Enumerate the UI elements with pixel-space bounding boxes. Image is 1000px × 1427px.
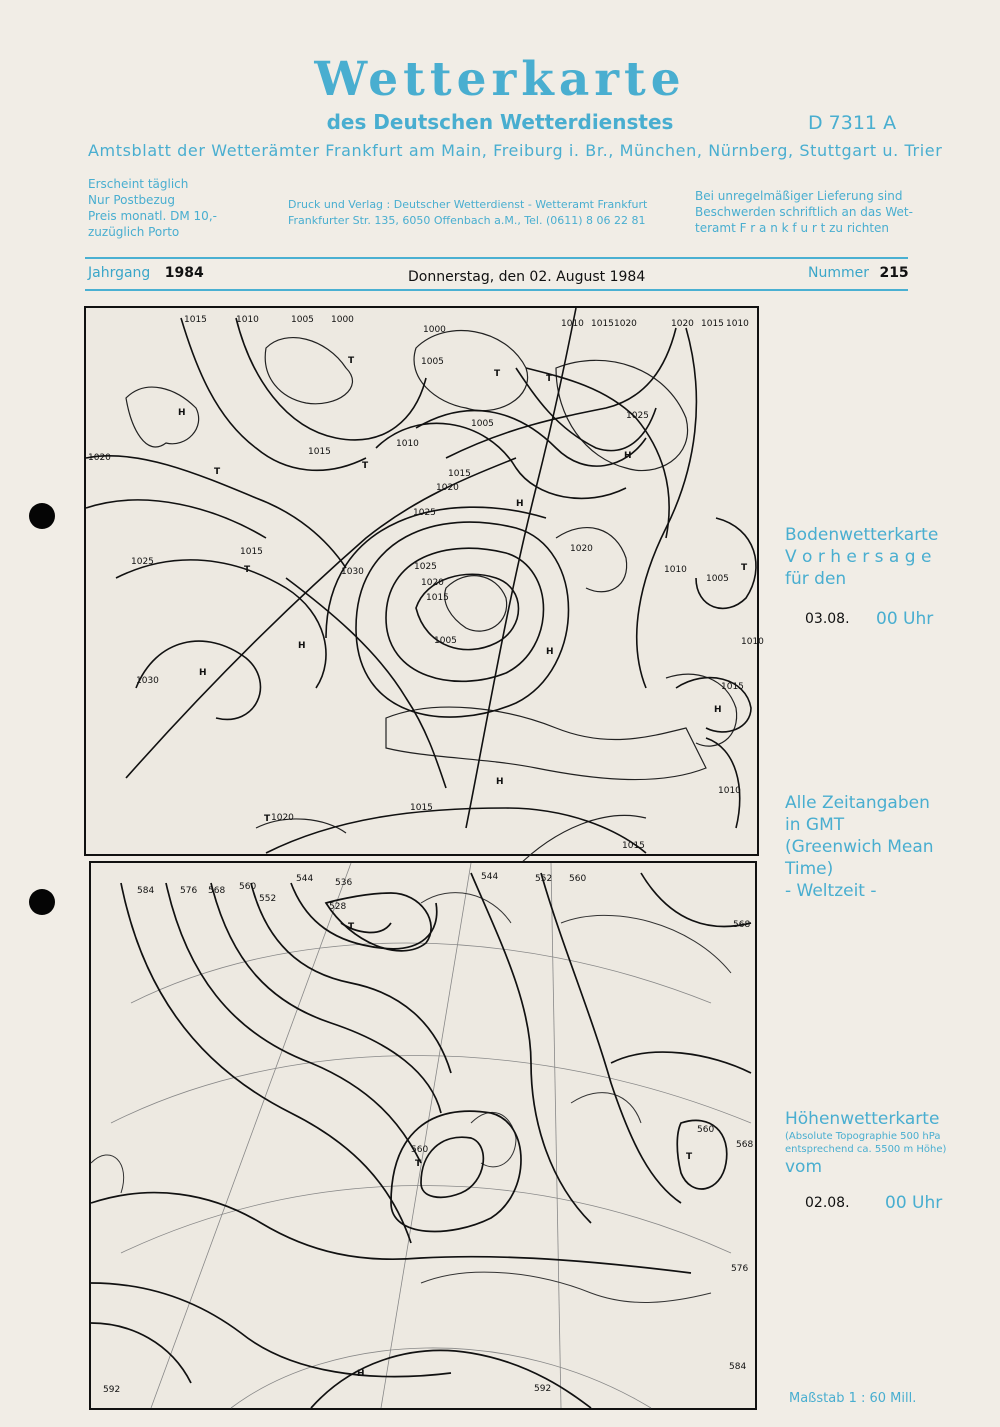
- time-note-line: Time): [785, 859, 834, 879]
- pressure-centers: [178, 356, 748, 824]
- isobar-label: 1025: [414, 562, 437, 572]
- contour-label: 592: [534, 1384, 552, 1394]
- surface-map-svg: [86, 308, 764, 854]
- contour-label: 560: [411, 1145, 429, 1155]
- pressure-center: H: [496, 777, 504, 787]
- jahrgang-label: Jahrgang: [88, 265, 151, 281]
- isobar-label: 1000: [331, 315, 354, 325]
- contour-label: 528: [329, 902, 347, 912]
- masthead-subtitle: des Deutschen Wetterdienstes: [326, 110, 674, 134]
- issue-date: Donnerstag, den 02. August 1984: [408, 269, 646, 285]
- complaint-info: [695, 188, 920, 236]
- caption-line: V o r h e r s a g e: [785, 547, 932, 567]
- nummer-label: Nummer: [808, 265, 869, 281]
- pressure-center: H: [199, 668, 207, 678]
- isobar-label: 1005: [706, 574, 729, 584]
- isobar-label: 1020: [671, 319, 694, 329]
- jahrgang-value: 1984: [164, 265, 204, 281]
- isobar-label: 1020: [271, 813, 294, 823]
- isobar-label: 1010: [741, 637, 764, 647]
- isobar-label: 1020: [614, 319, 637, 329]
- publisher-line: Frankfurter Str. 135, 6050 Offenbach a.M., Tel. (0611) 8 06 22 81: [288, 214, 646, 227]
- contour-label: 560: [239, 882, 257, 892]
- upper-map-note-line: (Absolute Topographie 500 hPa: [785, 1131, 941, 1142]
- contour-label: 592: [103, 1385, 121, 1395]
- publication-code: D 7311 A: [808, 112, 897, 134]
- isobar-label: 1015: [426, 593, 449, 603]
- issuing-offices: Amtsblatt der Wetterämter Frankfurt am Main, Freiburg i. Br., München, Nürnberg, Stuttgart u. Trier: [88, 141, 943, 160]
- upper-center: T: [348, 922, 355, 932]
- caption-line: für den: [785, 569, 847, 589]
- upper-air-map: [89, 861, 757, 1410]
- pressure-center: T: [494, 369, 501, 379]
- isobar-label: 1015: [622, 841, 645, 851]
- isobar-label: 1015: [308, 447, 331, 457]
- jahrgang: [88, 265, 204, 281]
- upper-map-date: 02.08.: [805, 1195, 850, 1211]
- upper-map-time: 00 Uhr: [885, 1193, 943, 1213]
- complaint-line: Bei unregelmäßiger Lieferung sind: [695, 189, 903, 203]
- contour-label: 584: [729, 1362, 747, 1372]
- pressure-center: H: [298, 641, 306, 651]
- contour-label: 568: [736, 1140, 754, 1150]
- isobar-label: 1015: [448, 469, 471, 479]
- contour-label: 560: [697, 1125, 715, 1135]
- geopotential-contours: [91, 873, 754, 1408]
- surface-weather-map: [84, 306, 764, 856]
- complaint-line: teramt F r a n k f u r t zu richten: [695, 221, 890, 235]
- isobar-label: 1010: [561, 319, 584, 329]
- upper-map-note: [785, 1130, 946, 1156]
- isobar-label: 1020: [88, 453, 111, 463]
- surface-map-caption: [785, 524, 938, 590]
- isobar-label: 1005: [434, 636, 457, 646]
- isobar-label: 1020: [421, 578, 444, 588]
- pressure-center: T: [741, 563, 748, 573]
- time-note-line: Alle Zeitangaben: [785, 793, 930, 813]
- isobar-label: 1005: [471, 419, 494, 429]
- isobar-label: 1025: [413, 508, 436, 518]
- isobar-label: 1015: [184, 315, 207, 325]
- isobar-label: 1025: [131, 557, 154, 567]
- pressure-center: H: [178, 408, 186, 418]
- time-note-line: - Weltzeit -: [785, 881, 877, 901]
- nummer-value: 215: [879, 265, 909, 281]
- isobar-label: 1030: [341, 567, 364, 577]
- isobar-label: 1015: [410, 803, 433, 813]
- isobar-label: 1005: [291, 315, 314, 325]
- pressure-center: H: [714, 705, 722, 715]
- upper-map-svg: [91, 863, 755, 1408]
- isobar-label: 1030: [136, 676, 159, 686]
- contour-labels: [103, 872, 753, 1395]
- contour-label: 552: [535, 874, 553, 884]
- time-note-line: (Greenwich Mean: [785, 837, 934, 857]
- contour-label: 568: [733, 920, 751, 930]
- isobar-label: 1005: [421, 357, 444, 367]
- isobar-label: 1015: [591, 319, 614, 329]
- surface-map-time: 00 Uhr: [876, 609, 934, 629]
- subscription-line: Nur Postbezug: [88, 193, 175, 207]
- isobar-label: 1015: [240, 547, 263, 557]
- complaint-line: Beschwerden schriftlich an das Wet-: [695, 205, 913, 219]
- contour-label: 568: [208, 886, 226, 896]
- pressure-center: T: [244, 565, 251, 575]
- isobar-label: 1010: [236, 315, 259, 325]
- punch-hole-top: [29, 503, 55, 529]
- pressure-center: T: [348, 356, 355, 366]
- isobar-label: 1020: [570, 544, 593, 554]
- time-note: [785, 792, 934, 902]
- upper-center: H: [357, 1369, 365, 1379]
- subscription-line: Preis monatl. DM 10,-: [88, 209, 217, 223]
- isobar-labels: [88, 315, 764, 851]
- pressure-center: T: [362, 461, 369, 471]
- header-rule-top: [85, 257, 908, 259]
- pressure-center: T: [546, 374, 553, 384]
- nummer: [808, 265, 909, 281]
- subscription-info: [88, 176, 278, 240]
- contour-label: 576: [731, 1264, 749, 1274]
- isobar-label: 1015: [701, 319, 724, 329]
- contour-label: 536: [335, 878, 353, 888]
- publisher-info: [288, 197, 688, 229]
- contour-label: 544: [296, 874, 314, 884]
- contour-label: 576: [180, 886, 198, 896]
- pressure-center: T: [264, 814, 271, 824]
- isobar-label: 1015: [721, 682, 744, 692]
- isobar-label: 1000: [423, 325, 446, 335]
- surface-map-date: 03.08.: [805, 611, 850, 627]
- isobar-label: 1025: [626, 411, 649, 421]
- isobar-label: 1010: [726, 319, 749, 329]
- isobar-label: 1020: [436, 483, 459, 493]
- subscription-line: Erscheint täglich: [88, 177, 189, 191]
- pressure-center: H: [624, 451, 632, 461]
- caption-line: Bodenwetterkarte: [785, 525, 939, 545]
- subscription-line: zuzüglich Porto: [88, 225, 180, 239]
- isobar-label: 1010: [396, 439, 419, 449]
- time-note-line: in GMT: [785, 815, 845, 835]
- upper-map-note-line: entsprechend ca. 5500 m Höhe): [785, 1144, 947, 1155]
- punch-hole-bottom: [29, 889, 55, 915]
- isobar-label: 1010: [664, 565, 687, 575]
- fronts: [126, 308, 656, 828]
- grid-lines: [111, 863, 754, 1408]
- contour-label: 584: [137, 886, 155, 896]
- upper-center: T: [415, 1159, 422, 1169]
- isobar-label: 1010: [718, 786, 741, 796]
- header-rule-bottom: [85, 289, 908, 291]
- pressure-center: H: [516, 499, 524, 509]
- pressure-center: T: [214, 467, 221, 477]
- upper-center: T: [686, 1152, 693, 1162]
- contour-label: 552: [259, 894, 277, 904]
- upper-map-caption: [785, 1108, 946, 1178]
- pressure-center: H: [546, 647, 554, 657]
- masthead-title: Wetterkarte: [314, 52, 686, 107]
- map-scale: Maßstab 1 : 60 Mill.: [789, 1391, 917, 1406]
- upper-map-vom: vom: [785, 1157, 823, 1177]
- publisher-line: Druck und Verlag : Deutscher Wetterdienst - Wetteramt Frankfurt: [288, 198, 648, 211]
- upper-map-title: Höhenwetterkarte: [785, 1109, 940, 1129]
- contour-label: 560: [569, 874, 587, 884]
- contour-label: 544: [481, 872, 499, 882]
